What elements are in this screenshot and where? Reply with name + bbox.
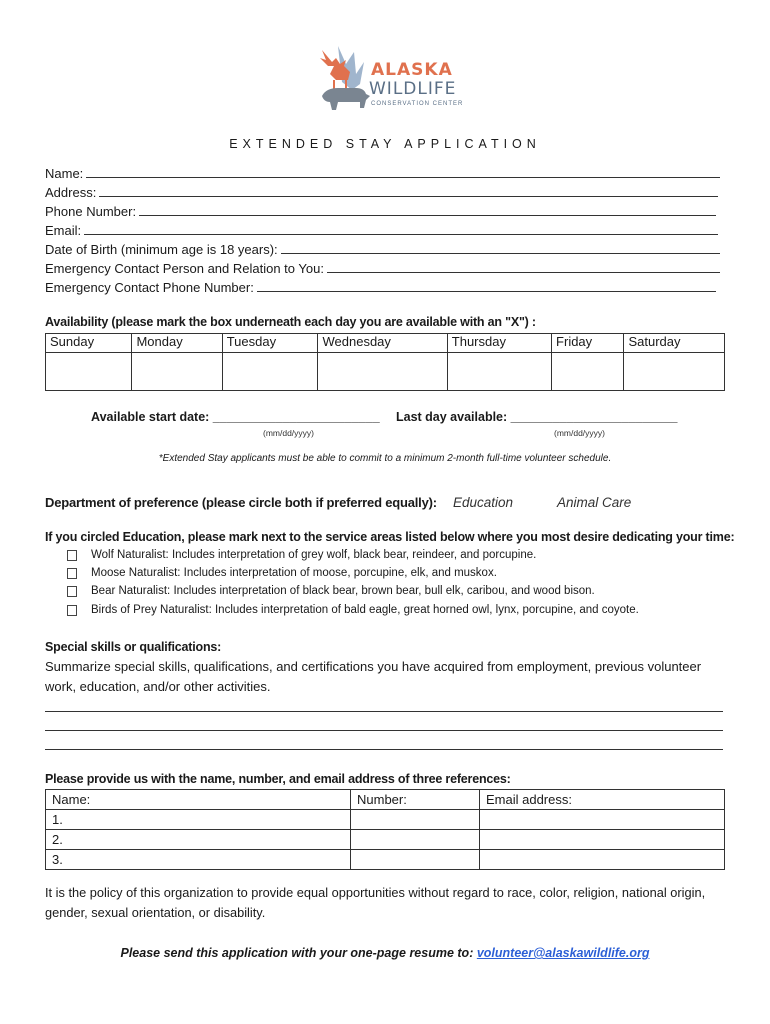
phone-label: Phone Number: [45, 204, 137, 219]
department-label: Department of preference (please circle both if preferred equally): [45, 495, 437, 510]
skills-answer-line-1[interactable] [45, 711, 723, 712]
volunteer-email-link[interactable]: volunteer@alaskawildlife.org [476, 946, 650, 960]
reference-2-number[interactable] [351, 830, 480, 850]
checkbox-wolf[interactable] [67, 550, 77, 561]
service-area-birds-of-prey[interactable] [67, 604, 639, 616]
service-area-wolf-label: Wolf Naturalist: Includes interpretation of grey wolf, black bear, reindeer, and porcupine. [91, 549, 537, 561]
reference-2-name[interactable]: 2. [46, 830, 351, 850]
page-title: EXTENDED STAY APPLICATION [229, 137, 541, 151]
last-day-format: (mm/dd/yyyy) [554, 428, 605, 438]
address-line[interactable] [99, 183, 718, 197]
service-area-birds-of-prey-label: Birds of Prey Naturalist: Includes interpretation of bald eagle, great horned owl, lynx, porcupine, and coyote. [91, 604, 639, 616]
day-header-thursday: Thursday [447, 334, 551, 353]
phone-field[interactable] [45, 202, 716, 221]
day-box-saturday[interactable] [624, 353, 725, 391]
day-box-thursday[interactable] [447, 353, 551, 391]
logo-subtitle: WILDLIFE [369, 79, 457, 99]
reference-1-number[interactable] [351, 810, 480, 830]
skills-heading: Special skills or qualifications: [45, 640, 222, 654]
policy-statement: It is the policy of this organization to provide equal opportunities without regard to race, color, religion, national origin, gender, sexual orientation, or disability. [45, 885, 706, 920]
service-area-bear-label: Bear Naturalist: Includes interpretation of black bear, brown bear, bull elk, caribou, and wood bison. [91, 585, 595, 597]
references-col-email: Email address: [480, 790, 725, 810]
references-heading: Please provide us with the name, number, and email address of three references: [45, 772, 511, 786]
address-field[interactable] [45, 183, 718, 202]
references-table [45, 789, 725, 870]
emergency-contact-label: Emergency Contact Person and Relation to You: [45, 261, 324, 276]
submission-text: Please send this application with your one-page resume to: [120, 946, 477, 960]
reference-1-name[interactable]: 1. [46, 810, 351, 830]
day-box-monday[interactable] [132, 353, 222, 391]
service-area-moose-label: Moose Naturalist: Includes interpretation of moose, porcupine, elk, and muskox. [91, 567, 497, 579]
day-box-friday[interactable] [552, 353, 624, 391]
checkbox-birds-of-prey[interactable] [67, 605, 77, 616]
email-line[interactable] [84, 221, 718, 235]
service-area-moose[interactable] [67, 567, 497, 579]
emergency-phone-field[interactable] [45, 278, 716, 297]
availability-table [45, 333, 725, 391]
education-heading: If you circled Education, please mark next to the service areas listed below where you most desire dedicating your time: [45, 530, 735, 544]
day-header-tuesday: Tuesday [222, 334, 318, 353]
dob-field[interactable] [45, 240, 720, 259]
emergency-contact-field[interactable] [45, 259, 720, 278]
references-col-number: Number: [351, 790, 480, 810]
name-label: Name: [45, 166, 84, 181]
day-box-wednesday[interactable] [318, 353, 447, 391]
dob-label: Date of Birth (minimum age is 18 years): [45, 242, 278, 257]
emergency-contact-line[interactable] [327, 259, 720, 273]
day-header-wednesday: Wednesday [318, 334, 447, 353]
day-header-sunday: Sunday [46, 334, 132, 353]
day-box-tuesday[interactable] [222, 353, 318, 391]
start-date-field[interactable]: Available start date: ________________________ [91, 410, 380, 424]
last-day-field[interactable]: Last day available: ________________________ [396, 410, 678, 424]
address-label: Address: [45, 185, 97, 200]
name-field[interactable] [45, 164, 720, 183]
department-option-animal-care[interactable]: Animal Care [557, 495, 632, 510]
department-option-education[interactable]: Education [453, 495, 514, 510]
emergency-phone-line[interactable] [257, 278, 716, 292]
submission-instructions [0, 946, 770, 960]
logo-title: ALASKA [371, 60, 453, 80]
commitment-note: *Extended Stay applicants must be able to commit to a minimum 2-month full-time volunteer schedule. [158, 453, 612, 464]
name-line[interactable] [86, 164, 720, 178]
emergency-phone-label: Emergency Contact Phone Number: [45, 280, 254, 295]
phone-line[interactable] [139, 202, 716, 216]
day-header-friday: Friday [552, 334, 624, 353]
checkbox-moose[interactable] [67, 568, 77, 579]
email-field[interactable] [45, 221, 718, 240]
day-box-sunday[interactable] [46, 353, 132, 391]
reference-2-email[interactable] [480, 830, 725, 850]
email-label: Email: [45, 223, 82, 238]
skills-answer-line-2[interactable] [45, 730, 723, 731]
dob-line[interactable] [281, 240, 720, 254]
checkbox-bear[interactable] [67, 586, 77, 597]
day-header-monday: Monday [132, 334, 222, 353]
reference-1-email[interactable] [480, 810, 725, 830]
skills-description: Summarize special skills, qualifications, and certifications you have acquired from employment, previous volunteer work, education, and/or other activities. [45, 659, 702, 694]
service-area-bear[interactable] [67, 585, 595, 597]
skills-answer-line-3[interactable] [45, 749, 723, 750]
start-date-format: (mm/dd/yyyy) [263, 428, 314, 438]
availability-heading: Availability (please mark the box underneath each day you are available with an "X") : [45, 315, 536, 329]
day-header-saturday: Saturday [624, 334, 725, 353]
reference-3-email[interactable] [480, 850, 725, 870]
reference-3-name[interactable]: 3. [46, 850, 351, 870]
references-col-name: Name: [46, 790, 351, 810]
logo-tagline: CONSERVATION CENTER [371, 101, 464, 107]
service-area-wolf[interactable] [67, 549, 536, 561]
reference-3-number[interactable] [351, 850, 480, 870]
